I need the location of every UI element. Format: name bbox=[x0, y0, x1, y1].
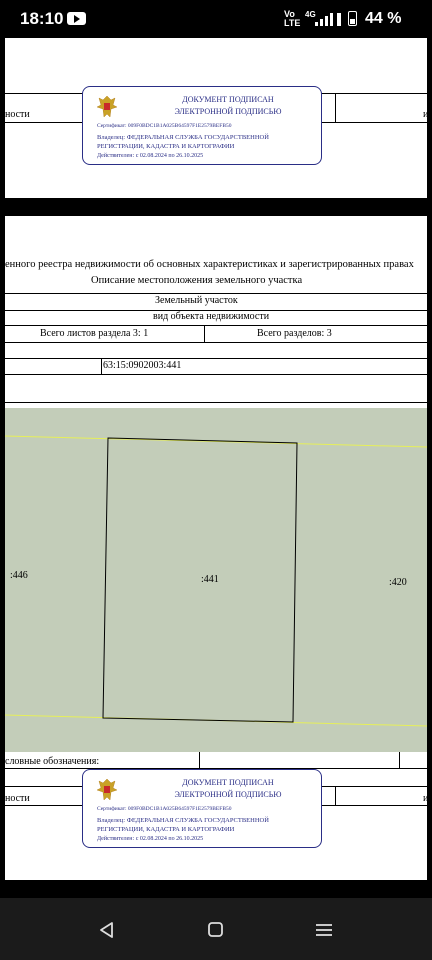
clock: 18:10 bbox=[20, 9, 64, 28]
navigation-bar bbox=[0, 898, 432, 960]
table-border bbox=[199, 752, 200, 768]
stamp-title: ДОКУМЕНТ ПОДПИСАН bbox=[182, 95, 274, 104]
object-type-caption: вид объекта недвижимости bbox=[153, 311, 270, 322]
object-type: Земельный участок bbox=[155, 295, 238, 306]
signal-icon bbox=[313, 12, 343, 26]
back-icon[interactable] bbox=[97, 920, 117, 940]
stamp-certificate: Сертификат: 009F0BDC1B1A025B64597F1E2579BEFB50 bbox=[97, 123, 232, 129]
stamp-validity: Действителен: с 02.08.2024 по 26.10.2025 bbox=[97, 836, 204, 842]
document-header: енного реестра недвижимости об основных характеристиках и зарегистрированных правах bbox=[5, 259, 414, 270]
table-border bbox=[5, 325, 427, 326]
table-border bbox=[5, 342, 427, 343]
map-label-neighbor-left: :446 bbox=[10, 570, 28, 581]
document-page-top[interactable] bbox=[5, 38, 427, 198]
map-label-neighbor-right: :420 bbox=[389, 577, 407, 588]
table-cell: ности bbox=[5, 793, 30, 804]
stamp-title: ДОКУМЕНТ ПОДПИСАН bbox=[182, 778, 274, 787]
table-border bbox=[5, 293, 427, 294]
sections-count: Всего разделов: 3 bbox=[257, 328, 332, 339]
cadastral-number: 63:15:0902003:441 bbox=[103, 360, 182, 371]
stamp-certificate: Сертификат: 009F0BDC1B1A025B64597F1E2579BEFB50 bbox=[97, 806, 232, 812]
coat-of-arms-icon bbox=[93, 776, 121, 804]
table-border bbox=[5, 402, 427, 403]
status-bar bbox=[0, 0, 432, 38]
stamp-owner-continued: РЕГИСТРАЦИИ, КАДАСТРА И КАРТОГРАФИИ bbox=[97, 826, 235, 833]
volte-icon: Vo LTE bbox=[284, 9, 301, 28]
stamp-owner: Владелец: ФЕДЕРАЛЬНАЯ СЛУЖБА ГОСУДАРСТВЕННОЙ bbox=[97, 134, 269, 141]
stamp-validity: Действителен: с 02.08.2024 по 26.10.2025 bbox=[97, 153, 204, 159]
signature-stamp bbox=[82, 86, 322, 165]
table-border bbox=[5, 358, 427, 359]
table-border bbox=[101, 358, 102, 374]
table-border bbox=[204, 325, 205, 342]
document-subtitle: Описание местоположения земельного участка bbox=[91, 275, 303, 286]
coat-of-arms-icon bbox=[93, 93, 121, 121]
table-border bbox=[335, 786, 336, 806]
table-cell: и bbox=[423, 109, 429, 120]
battery-icon bbox=[348, 11, 357, 26]
stamp-subtitle: ЭЛЕКТРОННОЙ ПОДПИСЬЮ bbox=[174, 790, 282, 799]
network-type: 4G bbox=[305, 10, 316, 19]
legend-label: словные обозначения: bbox=[5, 756, 100, 767]
parcel-map[interactable] bbox=[5, 408, 427, 752]
parcel-outline bbox=[103, 438, 297, 722]
table-border bbox=[335, 93, 336, 123]
signature-stamp bbox=[82, 769, 322, 848]
map-label-parcel: :441 bbox=[201, 574, 219, 585]
youtube-icon bbox=[67, 12, 86, 25]
table-border bbox=[5, 374, 427, 375]
home-icon[interactable] bbox=[206, 920, 226, 940]
boundary-line-top bbox=[5, 436, 427, 447]
stamp-owner: Владелец: ФЕДЕРАЛЬНАЯ СЛУЖБА ГОСУДАРСТВЕННОЙ bbox=[97, 817, 269, 824]
document-page-main[interactable] bbox=[5, 216, 427, 880]
table-cell: и bbox=[423, 793, 429, 804]
battery-percent: 44 % bbox=[365, 10, 402, 27]
stamp-owner-continued: РЕГИСТРАЦИИ, КАДАСТРА И КАРТОГРАФИИ bbox=[97, 143, 235, 150]
sheets-count: Всего листов раздела 3: 1 bbox=[40, 328, 149, 339]
stamp-subtitle: ЭЛЕКТРОННОЙ ПОДПИСЬЮ bbox=[174, 107, 282, 116]
table-cell: ности bbox=[5, 109, 30, 120]
recents-icon[interactable] bbox=[314, 920, 334, 940]
table-border bbox=[399, 752, 400, 768]
